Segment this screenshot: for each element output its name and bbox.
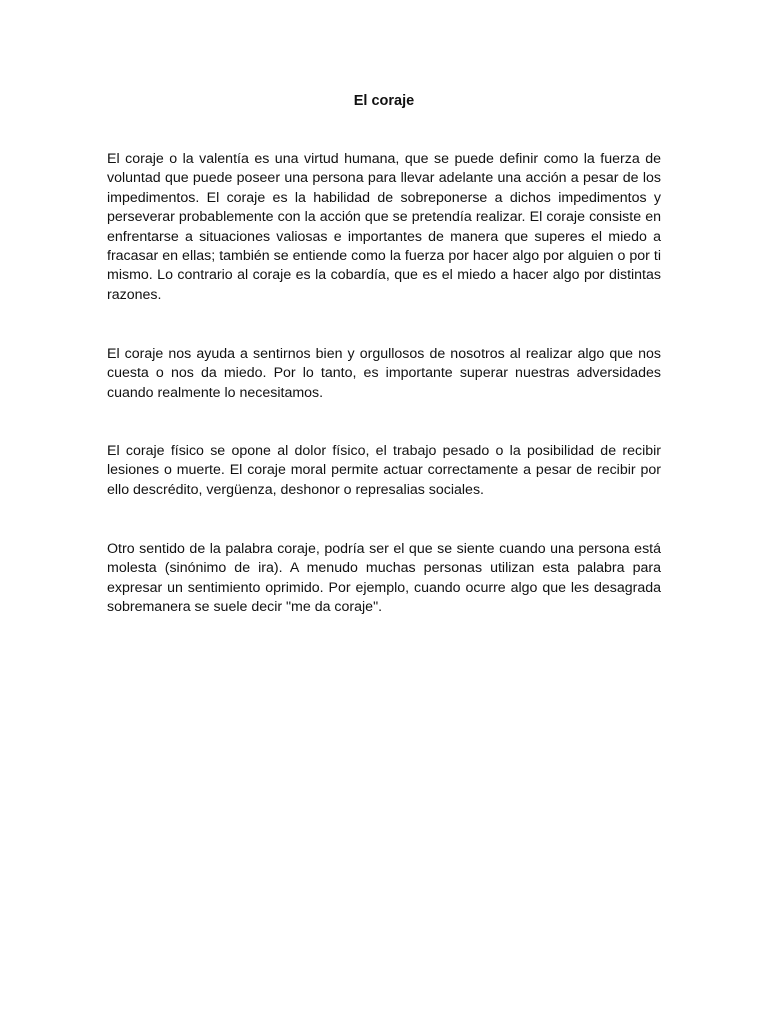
paragraph-3: El coraje físico se opone al dolor físico, el trabajo pesado o la posibilidad de recibir lesiones o muerte. El coraje moral permite actuar correctamente a pesar de recibir por ello descrédito, vergüenza, deshonor o represalias sociales. — [107, 443, 661, 498]
paragraph-1: El coraje o la valentía es una virtud humana, que se puede definir como la fuerza de voluntad que puede poseer una persona para llevar adelante una acción a pesar de los impedimentos. El coraje es la habilidad de sobreponerse a dichos impedimentos y perseverar probablemente con la acción que se pretendía realizar. El coraje consiste en enfrentarse a situaciones valiosas e importantes de manera que superes el miedo a fracasar en ellas; también se entiende como la fuerza por hacer algo por alguien o por ti mismo. Lo contrario al coraje es la cobardía, que es el miedo a hacer algo por distintas razones. — [107, 151, 661, 303]
document-title: El coraje — [353, 93, 415, 109]
paragraph-4: Otro sentido de la palabra coraje, podría ser el que se siente cuando una persona está molesta (sinónimo de ira). A menudo muchas personas utilizan esta palabra para expresar un sentimiento oprimido. Por ejemplo, cuando ocurre algo que les desagrada sobremanera se suele decir "me da coraje". — [107, 541, 661, 616]
paragraph-2: El coraje nos ayuda a sentirnos bien y orgullosos de nosotros al realizar algo que nos cuesta o nos da miedo. Por lo tanto, es importante superar nuestras adversidades cuando realmente lo necesitamos. — [107, 346, 661, 401]
